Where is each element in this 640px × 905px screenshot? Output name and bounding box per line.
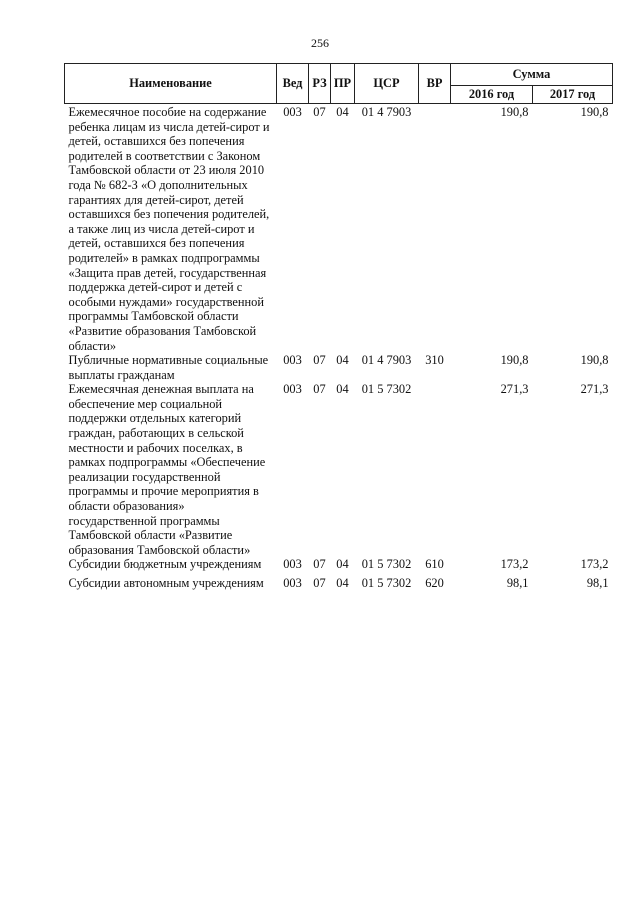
table-row [65, 576, 613, 595]
row-name: Субсидии автономным учреждениям [68, 576, 264, 590]
header-vr: ВР [419, 64, 451, 104]
row-csr: 01 5 7302 [361, 576, 412, 590]
row-name: Ежемесячное пособие на содержание ребенка лицам из числа детей-сирот и детей, оставшихся без попечения родителей в соответствии с Законом Тамбовской области от 23 июля 2010 года № 682-З «О дополнительных гарантиях для детей-сирот, детей оставшихся без попечения родителей, а также лиц из числа детей-сирот и детей, оставшихся без попечения родителей» в рамках подпрограммы «Защита прав детей, государственная поддержка детей-сирот и детей с особыми нуждами» государственной программы Тамбовской области «Развитие образования Тамбовской области» [68, 105, 270, 353]
row-sum-2017: 190,8 [580, 353, 609, 368]
header-sum: Сумма [451, 64, 613, 86]
header-year-2016: 2016 год [451, 86, 533, 104]
row-rz: 07 [313, 576, 326, 590]
row-vr [419, 382, 451, 557]
row-vr: 620 [425, 576, 444, 590]
row-ved: 003 [283, 353, 302, 368]
row-csr: 01 5 7302 [361, 382, 412, 397]
row-sum-2017: 271,3 [580, 382, 609, 397]
row-ved: 003 [283, 557, 302, 572]
table-row [65, 557, 613, 576]
row-sum-2016: 271,3 [500, 382, 529, 397]
header-ved: Вед [277, 64, 309, 104]
row-pr: 04 [336, 557, 349, 572]
table-header [65, 64, 613, 104]
row-vr: 310 [425, 353, 444, 368]
row-ved: 003 [283, 576, 302, 590]
row-rz: 07 [313, 353, 326, 368]
header-pr: ПР [331, 64, 355, 104]
row-csr: 01 5 7302 [361, 557, 412, 572]
row-sum-2016: 173,2 [500, 557, 529, 572]
row-name: Субсидии бюджетным учреждениям [68, 557, 262, 572]
table-body [65, 104, 613, 595]
row-ved: 003 [283, 105, 302, 119]
page-number: 256 [311, 36, 329, 50]
row-vr: 610 [425, 557, 444, 572]
header-csr: ЦСР [355, 64, 419, 104]
row-pr: 04 [336, 382, 349, 397]
row-rz: 07 [313, 382, 326, 397]
row-csr: 01 4 7903 [361, 353, 412, 368]
row-pr: 04 [336, 576, 349, 590]
table-row [65, 353, 613, 382]
row-name: Ежемесячная денежная выплата на обеспечение мер социальной поддержки отдельных категорий граждан, работающих в сельской местности и рабочих поселках, в рамках подпрограммы «Обеспечение реализации государственной программы и прочие мероприятия в области образования» государственной программы Тамбовской области «Развитие образования Тамбовской области» [68, 382, 266, 557]
header-rz: РЗ [309, 64, 331, 104]
row-sum-2016: 190,8 [500, 105, 529, 119]
table-row [65, 382, 613, 557]
row-csr: 01 4 7903 [361, 105, 412, 119]
row-sum-2017: 98,1 [586, 576, 609, 590]
row-vr [419, 104, 451, 354]
table-row [65, 104, 613, 354]
row-rz: 07 [313, 105, 326, 119]
row-sum-2017: 173,2 [580, 557, 609, 572]
row-sum-2016: 190,8 [500, 353, 529, 368]
row-pr: 04 [336, 353, 349, 368]
header-name: Наименование [65, 64, 277, 104]
budget-table [64, 63, 613, 595]
row-rz: 07 [313, 557, 326, 572]
row-sum-2017: 190,8 [580, 105, 609, 119]
row-pr: 04 [336, 105, 349, 119]
header-year-2017: 2017 год [533, 86, 613, 104]
row-sum-2016: 98,1 [506, 576, 529, 590]
row-ved: 003 [283, 382, 302, 397]
row-name: Публичные нормативные социальные выплаты гражданам [68, 353, 269, 382]
